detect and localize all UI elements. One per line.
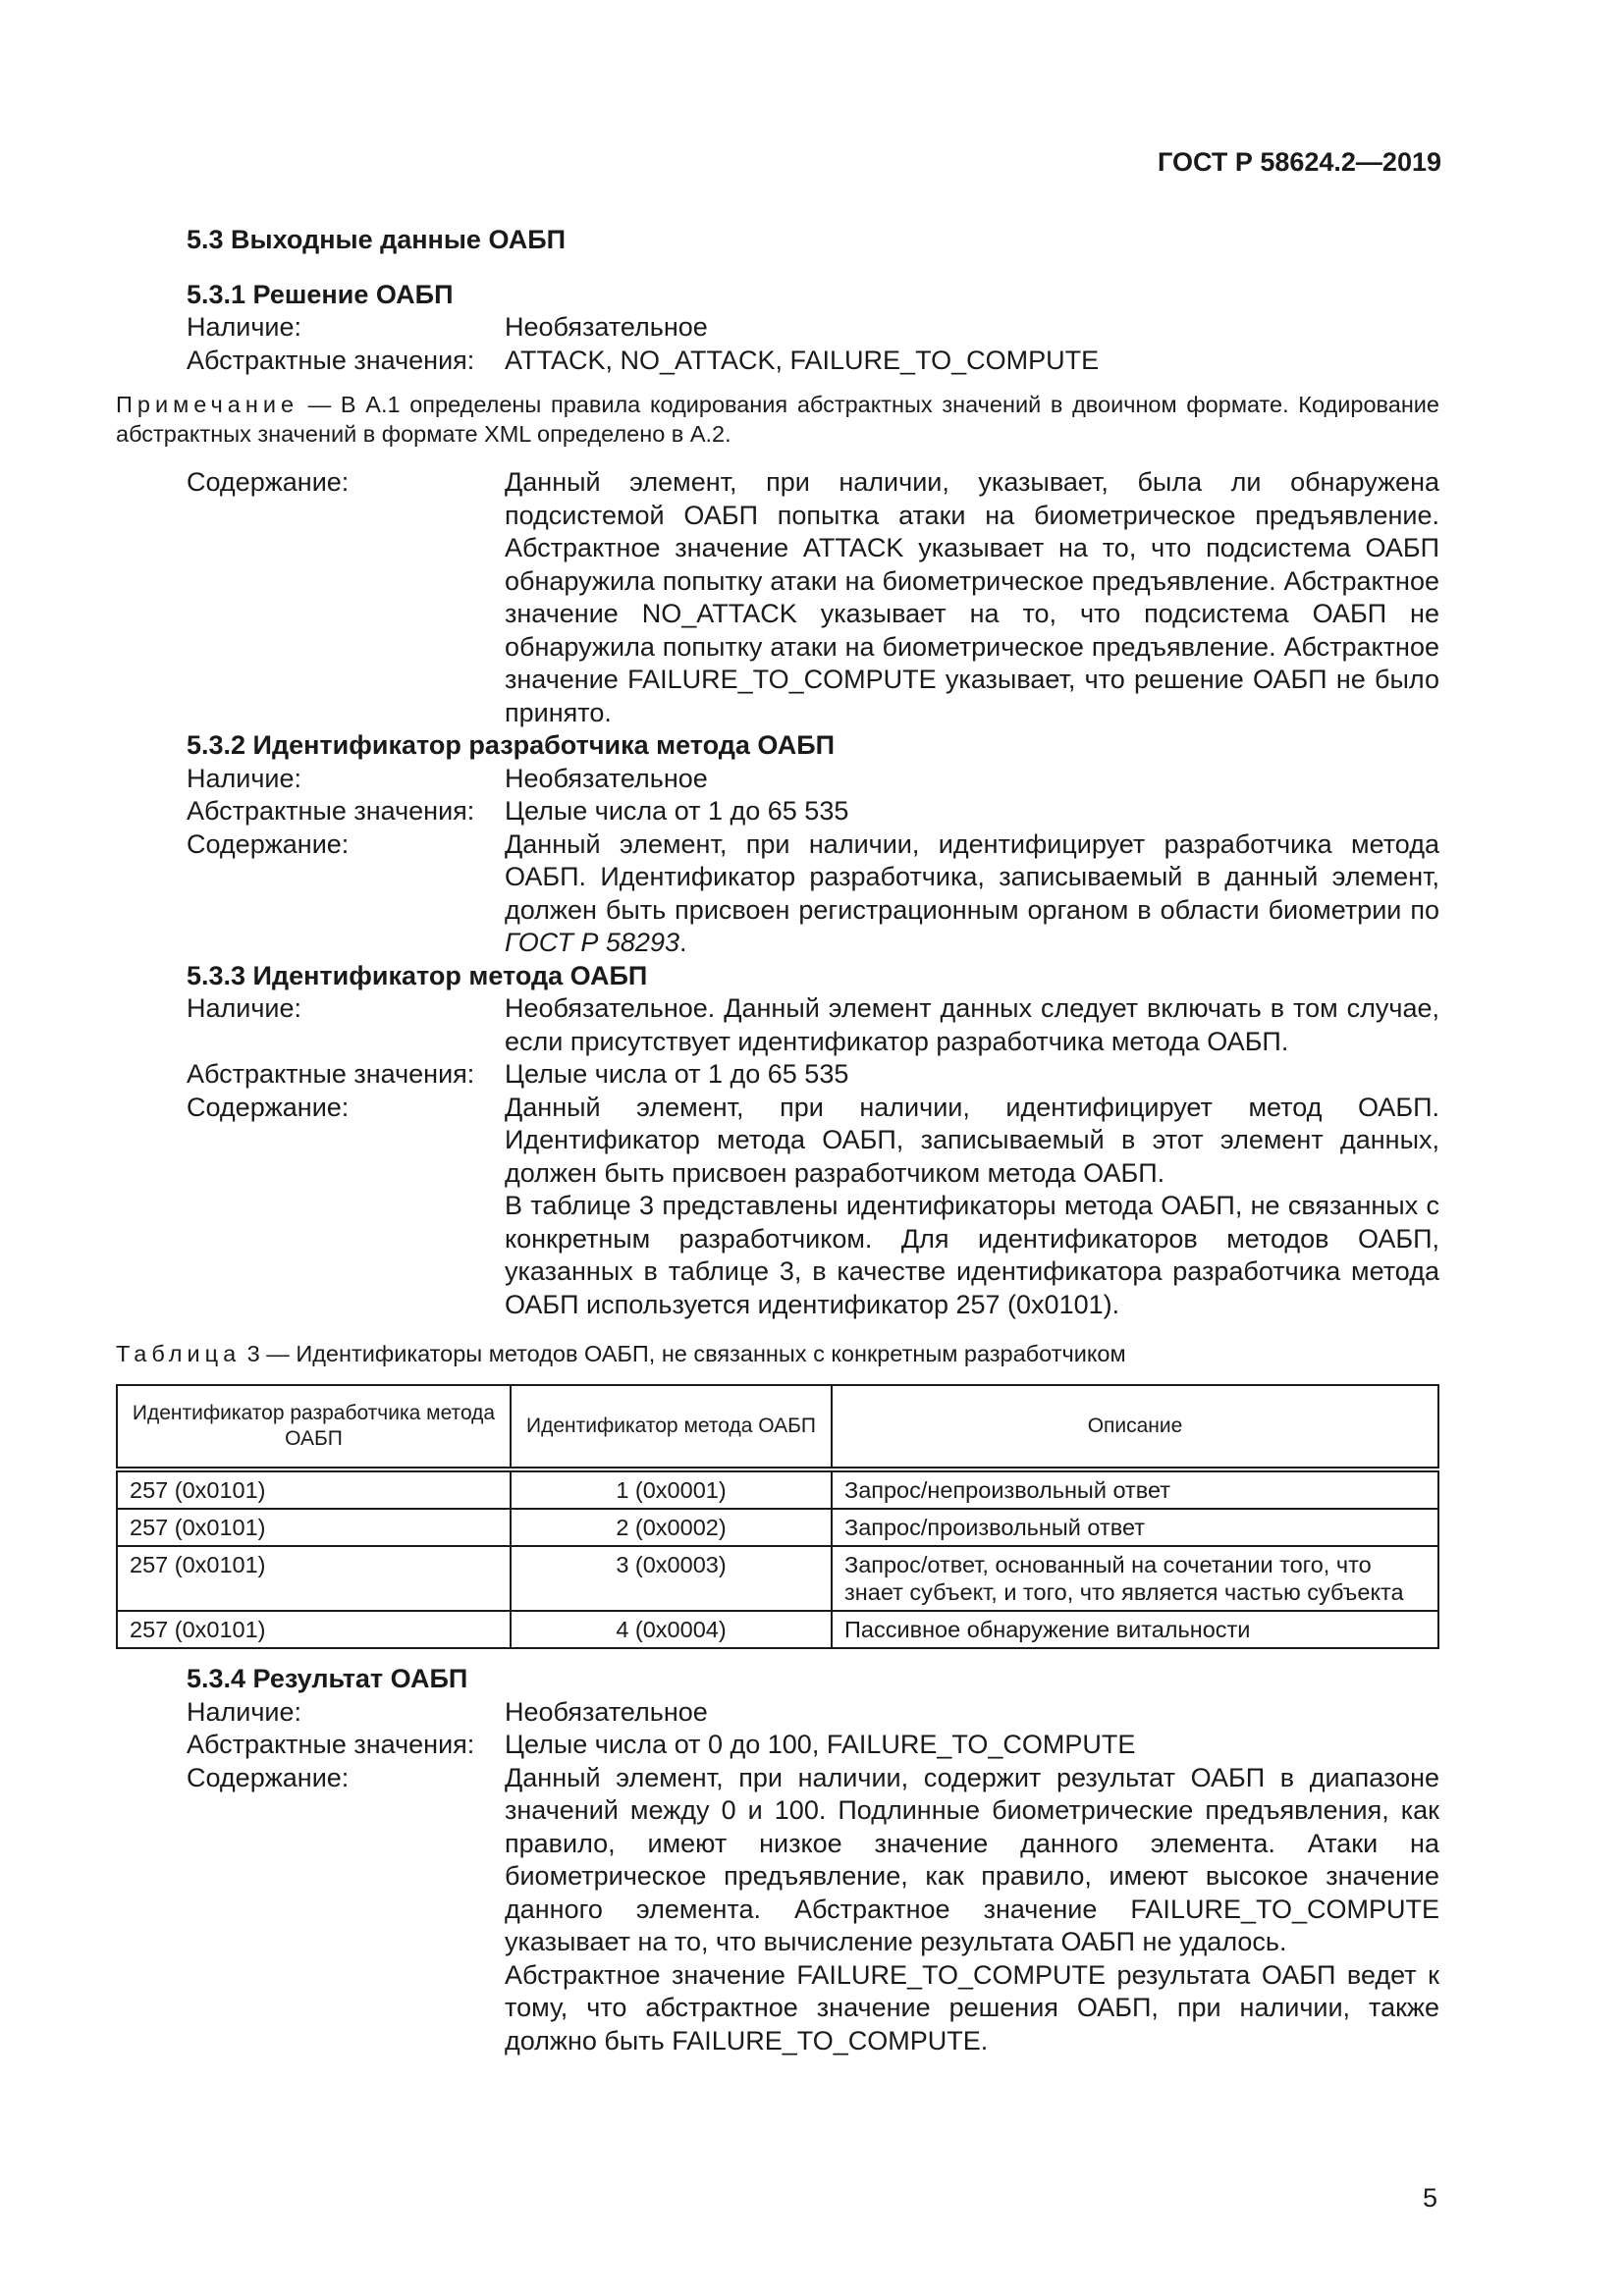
table-caption-label: Таблица (116, 1341, 242, 1366)
content-text: Данный элемент, при наличии, идентифицирует разработчика метода ОАБП. Идентификатор разработчика, записываемый в данный элемент, должен быть присвоен регистрационным органом в области биометрии по (505, 828, 1439, 925)
note-label: Примечание (116, 392, 299, 417)
field-value (505, 1092, 1439, 1322)
table-cell: 4 (0x0004) (511, 1611, 832, 1648)
field-value: Целые числа от 0 до 100, FAILURE_TO_COMPUTE (505, 1730, 1136, 1759)
table-cell: Пассивное обнаружение витальности (832, 1611, 1438, 1648)
field-value: Необязательное. Данный элемент данных следует включать в том случае, если присутствует идентификатор разработчика метода ОАБП. (505, 993, 1439, 1056)
field-abstract-values (187, 1729, 1439, 1762)
table-cell: Запрос/непроизвольный ответ (832, 1469, 1438, 1509)
field-value (505, 828, 1439, 960)
table-row (117, 1611, 1438, 1648)
field-label: Абстрактные значения: (187, 1730, 475, 1759)
table-cell: 257 (0x0101) (117, 1546, 511, 1611)
methods-table (116, 1384, 1439, 1649)
column-header: Идентификатор метода ОАБП (511, 1385, 832, 1469)
field-value (505, 1762, 1439, 2058)
table-header-row (117, 1385, 1438, 1469)
table-cell: 1 (0x0001) (511, 1469, 832, 1509)
subsection-title-5-3-1: 5.3.1 Решение ОАБП (187, 279, 454, 309)
field-value: ATTACK, NO_ATTACK, FAILURE_TO_COMPUTE (505, 345, 1100, 375)
field-label: Наличие: (187, 312, 302, 342)
table-cell: 257 (0x0101) (117, 1611, 511, 1648)
field-abstract-values (187, 345, 1439, 378)
field-presence (187, 311, 1439, 345)
field-label: Наличие: (187, 763, 302, 793)
table-row (117, 1509, 1438, 1546)
field-label: Содержание: (187, 828, 350, 859)
standard-reference: ГОСТ Р 58293 (505, 928, 679, 957)
field-label: Абстрактные значения: (187, 1059, 475, 1089)
field-label: Содержание: (187, 467, 350, 497)
field-label: Абстрактные значения: (187, 345, 475, 375)
field-presence (187, 763, 1439, 796)
field-value: Данный элемент, при наличии, указывает, была ли обнаружена подсистемой ОАБП попытка атаки на биометрическое предъявление. Абстрактное значение ATTACK указывает на то, что подсистема ОАБП обнаружила попытку атаки на биометрическое предъявление. Абстрактное значение NO_ATTACK указывает на то, что подсистема ОАБП не обнаружила попытку атаки на биометрическое предъявление. Абстрактное значение FAILURE_TO_COMPUTE указывает, что решение ОАБП не было принято. (505, 467, 1439, 727)
field-value: Целые числа от 1 до 65 535 (505, 1059, 849, 1089)
field-content (187, 1762, 1439, 2058)
field-value: Необязательное (505, 763, 708, 793)
field-value: Необязательное (505, 312, 708, 342)
field-content (187, 1092, 1439, 1322)
field-content (187, 828, 1439, 960)
subsection-title-5-3-3: 5.3.3 Идентификатор метода ОАБП (187, 960, 648, 990)
field-label: Наличие: (187, 993, 302, 1023)
content-paragraph: Абстрактное значение FAILURE_TO_COMPUTE результата ОАБП ведет к тому, что абстрактное значение решения ОАБП, при наличии, также должно быть FAILURE_TO_COMPUTE. (505, 1959, 1439, 2056)
field-content (187, 466, 1439, 729)
field-abstract-values (187, 1058, 1439, 1092)
table-cell: 257 (0x0101) (117, 1509, 511, 1546)
page-content (116, 224, 1439, 2057)
content-paragraph: Данный элемент, при наличии, идентифицирует метод ОАБП. Идентификатор метода ОАБП, записываемый в этот элемент данных, должен быть присвоен разработчиком метода ОАБП. (505, 1092, 1439, 1188)
subsection-title-5-3-2: 5.3.2 Идентификатор разработчика метода ОАБП (187, 730, 836, 760)
section-title-5-3: 5.3 Выходные данные ОАБП (187, 225, 567, 254)
content-paragraph: Данный элемент, при наличии, содержит результат ОАБП в диапазоне значений между 0 и 100. Подлинные биометрические предъявления, как правило, имеют низкое значение данного элемента. Атаки на биометрическое предъявление, как правило, имеют высокое значение данного элемента. Абстрактное значение FAILURE_TO_COMPUTE указывает на то, что вычисление результата ОАБП не удалось. (505, 1762, 1439, 1956)
column-header: Идентификатор разработчика метода ОАБП (117, 1385, 511, 1469)
document-code: ГОСТ Р 58624.2—2019 (1158, 147, 1441, 177)
table-cell: 2 (0x0002) (511, 1509, 832, 1546)
spacer (187, 1649, 1439, 1663)
table-cell: Запрос/произвольный ответ (832, 1509, 1438, 1546)
field-value: Необязательное (505, 1696, 708, 1727)
table-row (117, 1469, 1438, 1509)
table-caption-text: 3 — Идентификаторы методов ОАБП, не связанных с конкретным разработчиком (241, 1341, 1126, 1366)
field-presence (187, 1696, 1439, 1730)
field-presence (187, 992, 1439, 1058)
table-cell: 257 (0x0101) (117, 1469, 511, 1509)
field-label: Абстрактные значения: (187, 796, 475, 826)
note-text: — В А.1 определены правила кодирования абстрактных значений в двоичном формате. Кодирование абстрактных значений в формате XML определено в А.2. (116, 392, 1439, 447)
content-end: . (678, 928, 687, 957)
field-value: Целые числа от 1 до 65 535 (505, 796, 849, 826)
field-label: Наличие: (187, 1696, 302, 1727)
field-label: Содержание: (187, 1092, 350, 1122)
subsection-title-5-3-4: 5.3.4 Результат ОАБП (187, 1664, 468, 1693)
field-abstract-values (187, 795, 1439, 828)
table-cell: 3 (0x0003) (511, 1546, 832, 1611)
content-paragraph: В таблице 3 представлены идентификаторы метода ОАБП, не связанных с конкретным разработчиком. Для идентификаторов методов ОАБП, указанных в таблице 3, в качестве идентификатора разработчика метода ОАБП используется идентификатор 257 (0x0101). (505, 1191, 1439, 1319)
field-label: Содержание: (187, 1762, 350, 1792)
table-caption (116, 1339, 1439, 1368)
note (116, 390, 1439, 449)
column-header: Описание (832, 1385, 1438, 1469)
table-cell: Запрос/ответ, основанный на сочетании того, что знает субъект, и того, что является частью субъекта (832, 1546, 1438, 1611)
page-number: 5 (1422, 2183, 1437, 2213)
table-row (117, 1546, 1438, 1611)
